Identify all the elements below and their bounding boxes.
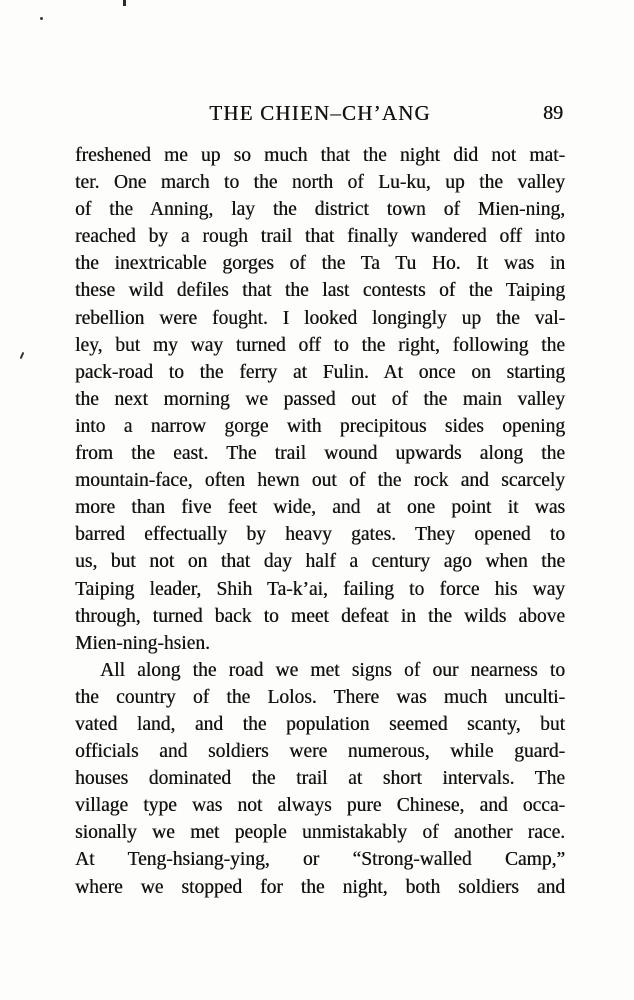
- text-line: freshened me up so much that the night did not mat-: [75, 145, 565, 166]
- text-line: these wild defiles that the last contests of the Taiping: [75, 280, 565, 302]
- text-line: more than five feet wide, and at one point it was: [75, 497, 565, 519]
- text-line: us, but not on that day half a century ago when the: [75, 551, 565, 573]
- page-number: 89: [543, 102, 563, 124]
- text-line: mountain-face, often hewn out of the rock and scarcely: [75, 470, 565, 492]
- text-line: through, turned back to meet defeat in the wilds above: [75, 605, 565, 627]
- scan-speck: [40, 17, 43, 20]
- text-line: rebellion were fought. I looked longingly up the val-: [75, 307, 565, 329]
- text-line: ter. One march to the north of Lu-ku, up the valley: [75, 172, 565, 194]
- text-line: Taiping leader, Shih Ta-k’ai, failing to force his way: [75, 578, 565, 600]
- text-line: Mien-ning-hsien.: [75, 632, 210, 654]
- text-line: the inextricable gorges of the Ta Tu Ho. It was in: [75, 253, 565, 275]
- text-line: sionally we met people unmistakably of another race.: [75, 822, 565, 844]
- text-line: officials and soldiers were numerous, while guard-: [75, 741, 565, 763]
- text-line: All along the road we met signs of our nearness to: [100, 659, 565, 681]
- text-line: the next morning we passed out of the main valley: [75, 388, 565, 410]
- page-header: [75, 101, 565, 129]
- text-line: pack-road to the ferry at Fulin. At once on starting: [75, 361, 565, 383]
- text-line: of the Anning, lay the district town of Mien-ning,: [75, 199, 565, 221]
- text-line: where we stopped for the night, both soldiers and: [75, 876, 565, 898]
- text-line: houses dominated the trail at short intervals. The: [75, 768, 565, 790]
- text-line: ley, but my way turned off to the right, following the: [75, 334, 565, 356]
- text-line: At Teng-hsiang-ying, or “Strong-walled Camp,”: [75, 849, 565, 871]
- body-text: [75, 142, 565, 901]
- running-title: THE CHIEN–CH’ANG: [209, 101, 431, 125]
- text-line: vated land, and the population seemed scanty, but: [75, 713, 565, 735]
- text-line: the country of the Lolos. There was much unculti-: [75, 686, 565, 708]
- text-line: into a narrow gorge with precipitous sides opening: [75, 415, 565, 437]
- scan-speck: [20, 352, 25, 359]
- text-line: village type was not always pure Chinese, and occa-: [75, 795, 565, 817]
- text-line: barred effectually by heavy gates. They opened to: [75, 524, 565, 546]
- text-line: from the east. The trail wound upwards along the: [75, 443, 565, 465]
- scan-speck: [123, 0, 126, 6]
- text-line: reached by a rough trail that finally wandered off into: [75, 226, 565, 248]
